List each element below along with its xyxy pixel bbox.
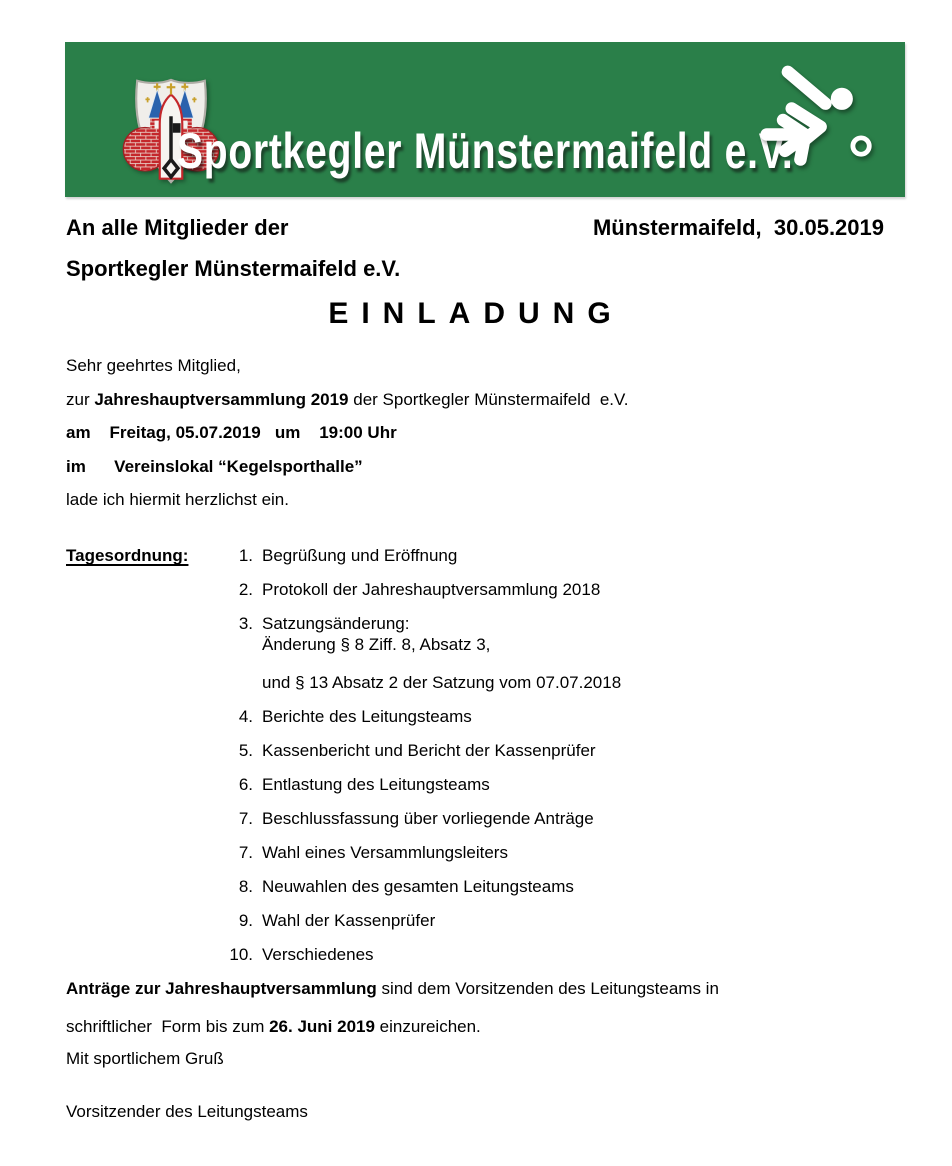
agenda-item [214,910,896,931]
agenda-item [214,545,896,566]
agenda-item [214,706,896,727]
agenda-item-number: 9. [238,911,253,931]
motions-deadline-date: 26. Juni 2019 [269,1017,375,1037]
agenda-item [214,740,896,761]
agenda-item-number: 4. [238,707,253,727]
agenda-item-text: Berichte des Leitungsteams [262,707,472,727]
agenda-item-number: 6. [238,775,253,795]
place-date: Münstermaifeld, 30.05.2019 [592,215,884,240]
agenda-item [214,944,896,965]
meeting-date-line: am Freitag, 05.07.2019 um 19:00 Uhr [66,423,397,443]
document-body [66,355,896,1122]
agenda-item-text: Neuwahlen des gesamten Leitungsteams [262,877,574,897]
recipient-line: An alle Mitglieder der [66,215,289,240]
agenda-item-line: Satzungsänderung: [262,614,410,634]
agenda-item [214,842,896,863]
document-title: EINLADUNG [328,297,624,330]
address-block [66,215,884,281]
agenda-item-number: 7. [238,843,253,863]
agenda-item-text: Wahl eines Versammlungsleiters [262,843,508,863]
meeting-line-suffix: der Sportkegler Münstermaifeld e.V. [348,389,629,409]
meeting-venue-line: im Vereinslokal “Kegelsporthalle” [66,456,363,476]
agenda-item-number: 1. [238,546,253,566]
club-header-banner [65,42,905,197]
closing-section [66,978,896,1122]
bowler-head [831,88,853,110]
agenda-item-number: 5. [238,741,253,761]
motions-deadline-prefix: schriftlicher Form bis zum [66,1017,270,1037]
agenda-item-subline: und § 13 Absatz 2 der Satzung vom 07.07.2018 [262,673,622,693]
meeting-line [66,389,896,410]
agenda-item [214,613,896,693]
agenda-item-text: Wahl der Kassenprüfer [262,911,436,931]
motions-line-2 [66,1016,896,1037]
agenda-item-number: 7. [238,809,253,829]
agenda-item [214,774,896,795]
meeting-line-prefix: zur [66,389,95,409]
agenda-item-text: Kassenbericht und Bericht der Kassenprüfer [262,741,596,761]
club-name-text: Sportkegler Münstermaifeld e.V. [176,123,794,179]
greeting-line: Mit sportlichem Gruß [66,1049,224,1069]
agenda-item-number: 8. [238,877,253,897]
agenda-item [214,808,896,829]
motions-bold: Anträge zur Jahreshauptversammlung [66,979,377,999]
agenda-item-text: Begrüßung und Eröffnung [262,546,458,566]
agenda-item-text: Verschiedenes [262,945,374,965]
motions-deadline-suffix: einzureichen. [374,1017,481,1037]
agenda-item-text: Beschlussfassung über vorliegende Anträge [262,809,594,829]
meeting-name-bold: Jahreshauptversammlung 2019 [94,389,349,409]
agenda-item-text [262,613,621,693]
recipient-club-line: Sportkegler Münstermaifeld e.V. [66,256,401,281]
salutation: Sehr geehrtes Mitglied, [66,356,241,375]
kegler-bowler-icon [759,58,889,184]
bowling-ball-icon [853,138,869,154]
motions-line-1 [66,978,896,999]
agenda-item [214,876,896,897]
agenda-item [214,579,896,600]
agenda-item-text: Entlastung des Leitungsteams [262,775,490,795]
motions-rest: sind dem Vorsitzenden des Leitungsteams in [376,979,719,999]
agenda-label: Tagesordnung: [66,546,189,566]
agenda-item-subline: Änderung § 8 Ziff. 8, Absatz 3, [262,635,491,655]
signature-role-line: Vorsitzender des Leitungsteams [66,1102,308,1122]
address-row [66,215,884,240]
agenda-item-number: 3. [238,614,253,634]
agenda-item-number: 10. [229,945,253,965]
invite-line: lade ich hiermit herzlichst ein. [66,490,289,510]
agenda-item-text: Protokoll der Jahreshauptversammlung 2018 [262,580,601,600]
agenda-item-number: 2. [238,580,253,600]
agenda-section [66,545,896,965]
